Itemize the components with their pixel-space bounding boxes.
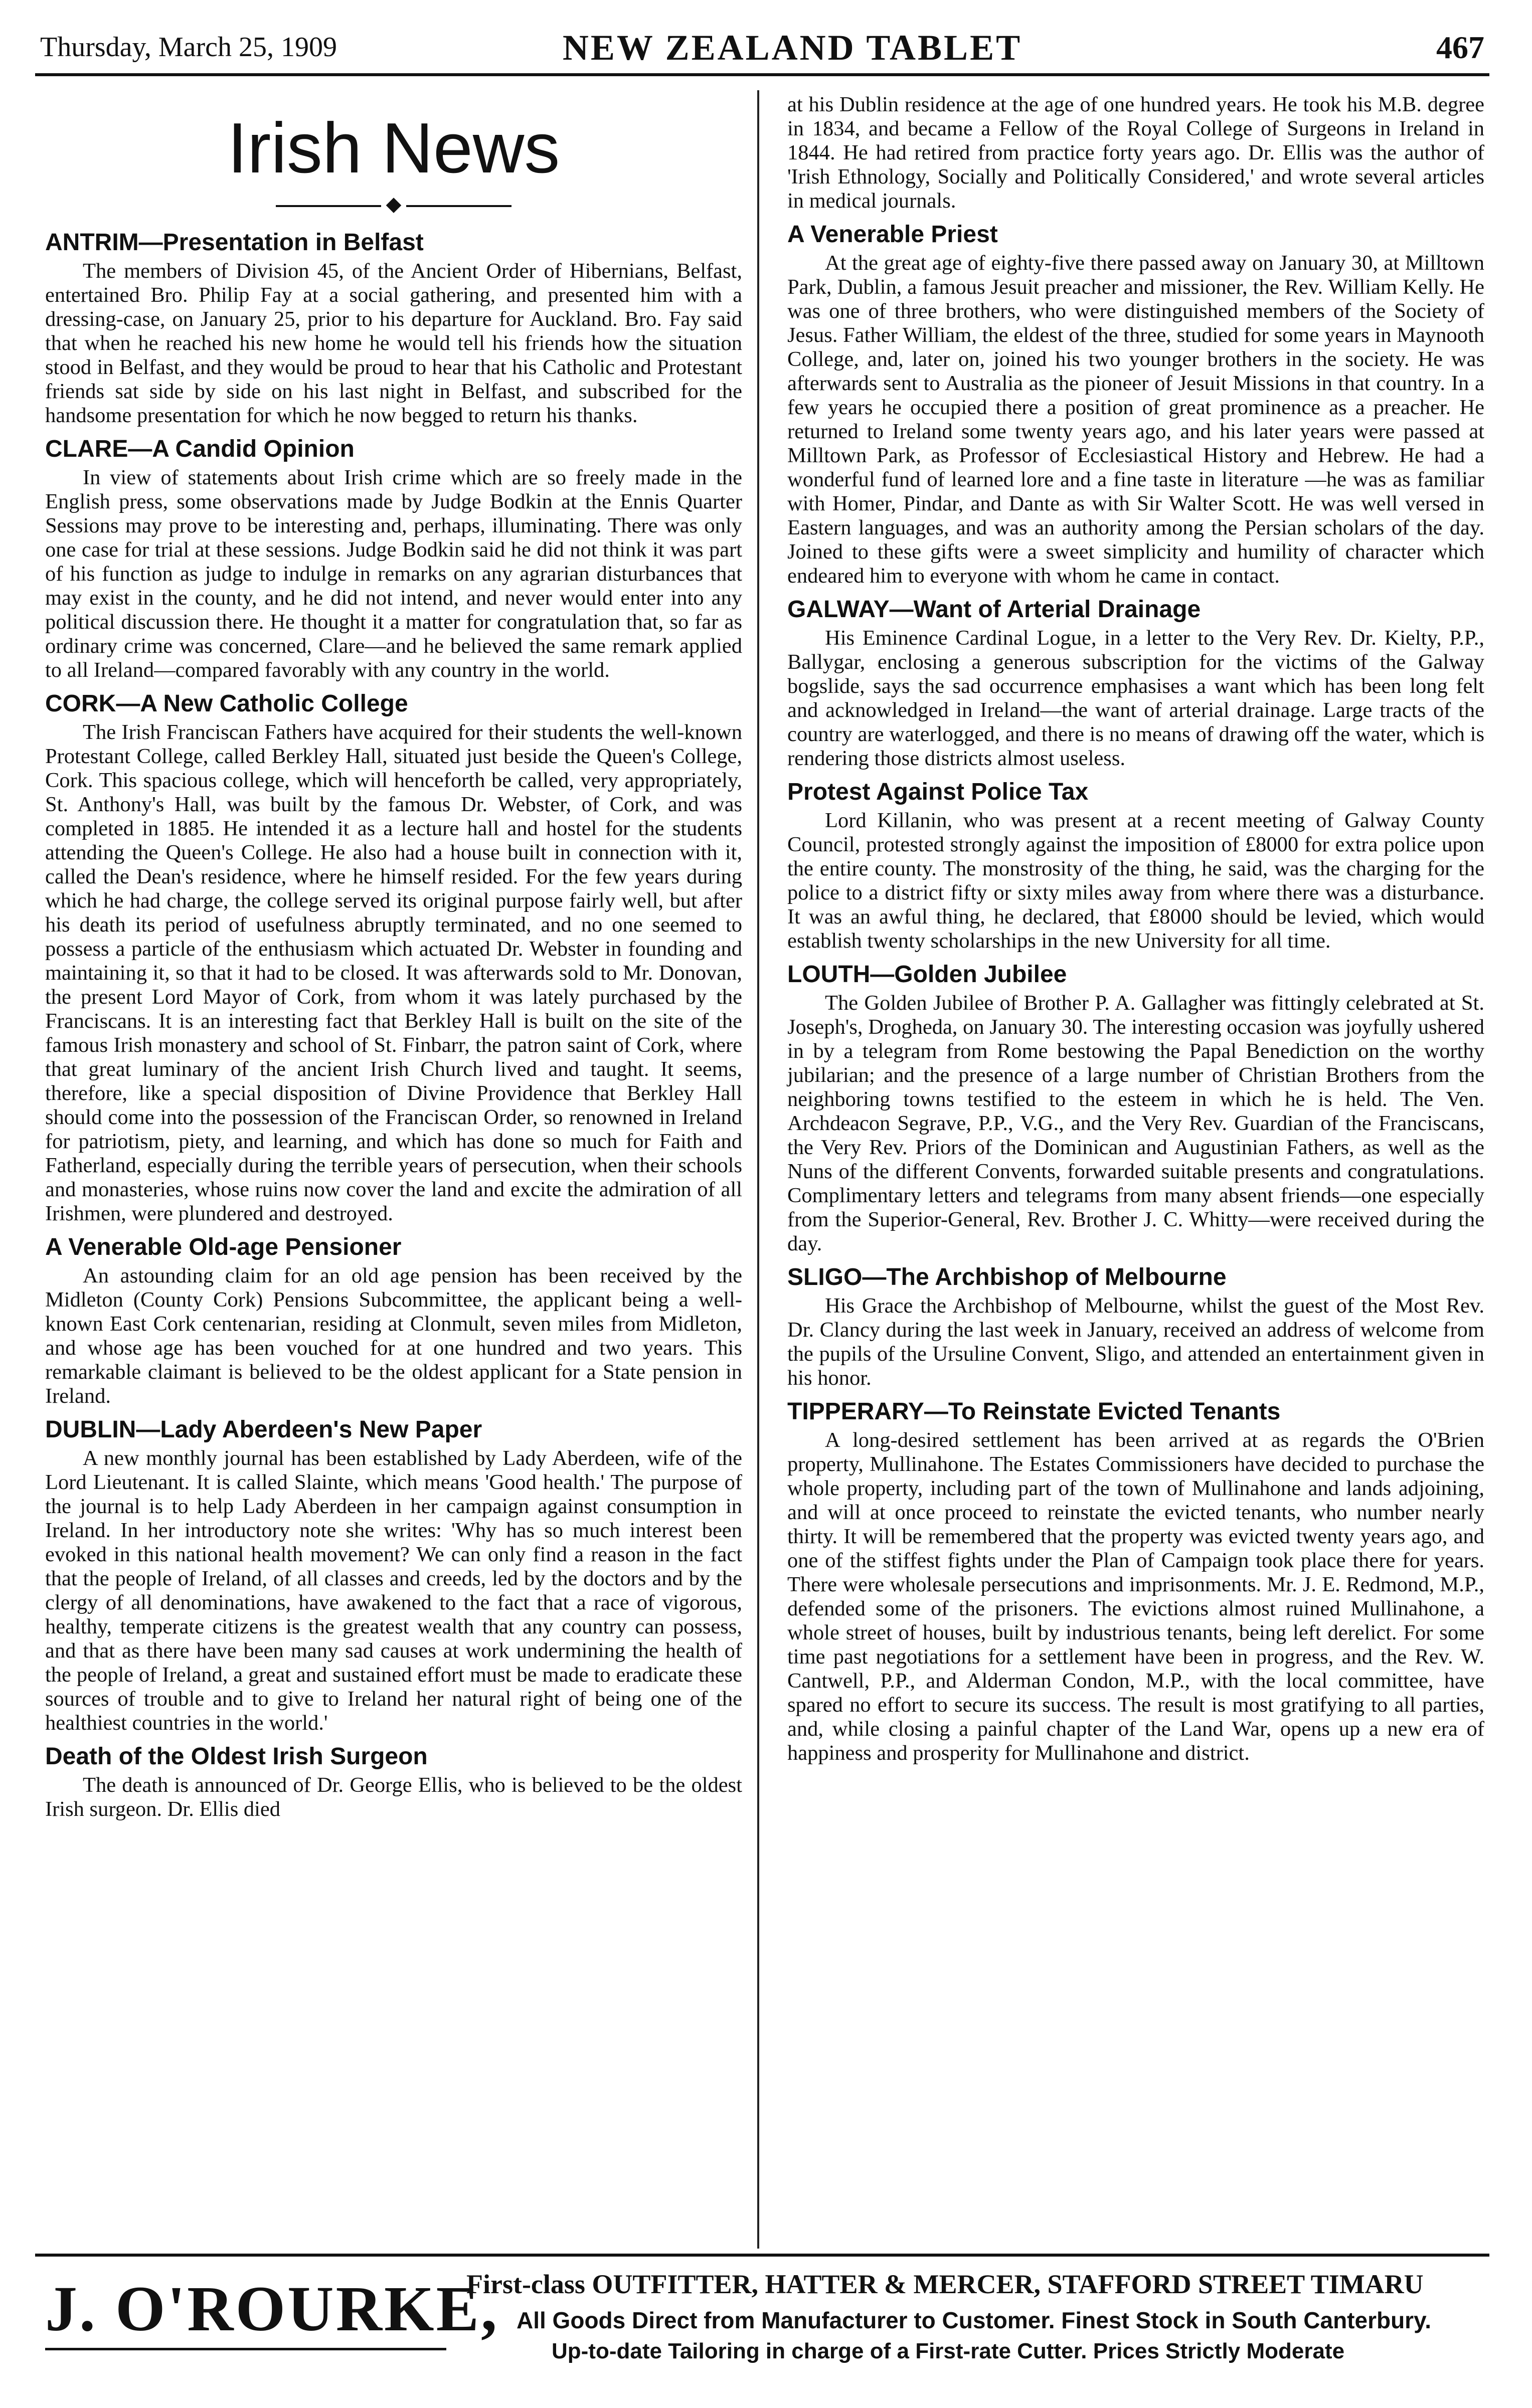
article-paragraph: The Golden Jubilee of Brother P. A. Gallagher was fittingly celebrated at St. Joseph's, Drogheda, on January 30. The interesting occasion was joyfully ushered in by a telegram from Rome bestowing the Papal Benediction on the worthy jubilarian; and the presence of a large number of Christian Brothers from the neighboring towns testified to the esteem in which he is held. The Ven. Archdeacon Segrave, P.P., V.G., and the Very Rev. Guardian of the Franciscans, the Very Rev. Priors of the Dominican and Augustinian Fathers, as well as the Nuns of the different Convents, forwarded suitable presents and congratulations. Complimentary letters and telegrams from many absent friends—one especially from the Superior-General, Rev. Brother J. C. Whitty—were received during the day. — [787, 991, 1484, 1255]
section-heading: ANTRIM—Presentation in Belfast — [45, 229, 424, 256]
article-paragraph: A new monthly journal has been established by Lady Aberdeen, wife of the Lord Lieutenant. It is called Slainte, which means 'Good health.' The purpose of the journal is to help Lady Aberdeen in her campaign against consumption in Ireland. In her introductory note she writes: 'Why has so much interest been evoked in this national health movement? We can only find a reason in the fact that the people of Ireland, of all classes and creeds, led by the doctors and by the clergy of all denominations, have awakened to the fact that a race of vigorous, healthy, temperate citizens is the greatest wealth that any country can possess, and that as there have been many sad causes at work undermining the health of the people of Ireland, a great and sustained effort must be made to eradicate these sources of trouble and to give to Ireland her natural right of being one of the healthiest countries in the world.' — [45, 1446, 742, 1735]
section-heading: DUBLIN—Lady Aberdeen's New Paper — [45, 1416, 482, 1443]
section-heading: A Venerable Old-age Pensioner — [45, 1234, 402, 1260]
ornament-rule-left — [276, 205, 381, 207]
section-heading: LOUTH—Golden Jubilee — [787, 961, 1067, 988]
diamond-icon: ◆ — [386, 193, 402, 215]
column-divider — [757, 90, 759, 2249]
left-column — [45, 93, 742, 1821]
ad-line-1: First-class OUTFITTER, HATTER & MERCER, STAFFORD STREET TIMARU — [466, 2269, 1424, 2299]
article-paragraph: The death is announced of Dr. George Ellis, who is believed to be the oldest Irish surgeon. Dr. Ellis died — [45, 1773, 742, 1821]
ad-line-2: All Goods Direct from Manufacturer to Customer. Finest Stock in South Canterbury. — [517, 2307, 1432, 2333]
section-heading: CORK—A New Catholic College — [45, 690, 408, 717]
article-paragraph: The Irish Franciscan Fathers have acquired for their students the well-known Protestant College, called Berkley Hall, situated just beside the Queen's College, Cork. This spacious college, which will henceforth be called, very appropriately, St. Anthony's Hall, was built by the famous Dr. Webster, of Cork, and was completed in 1885. He intended it as a lecture hall and hostel for the students attending the Queen's College. He also had a house built in connection with it, called the Dean's residence, where he himself resided. For the few years during which he had charge, the college served its original purpose fairly well, but after his death its period of usefulness abruptly terminated, and no one seemed to possess a particle of the enthusiasm which actuated Dr. Webster in founding and maintaining it, so that it had to be closed. It was afterwards sold to Mr. Donovan, the present Lord Mayor of Cork, from whom it was lately purchased by the Franciscans. It is an interesting fact that Berkley Hall is built on the site of the famous Irish monastery and school of St. Finbarr, the patron saint of Cork, where that great luminary of the ancient Irish Church lived and taught. It seems, therefore, like a special disposition of Divine Providence that Berkley Hall should come into the possession of the Franciscan Order, so renowned in Ireland for patriotism, piety, and learning, and which has done so much for Faith and Fatherland, especially during the terrible years of persecution, when their schools and monasteries, whose ruins now cover the land and excite the admiration of all Irishmen, were plundered and destroyed. — [45, 720, 742, 1225]
header-rule — [35, 73, 1489, 76]
newspaper-page — [35, 20, 1489, 2386]
title-ornament — [45, 194, 742, 214]
section-heading: GALWAY—Want of Arterial Drainage — [787, 596, 1201, 623]
article-paragraph: His Grace the Archbishop of Melbourne, whilst the guest of the Most Rev. Dr. Clancy during the last week in January, received an address of welcome from the pupils of the Ursuline Convent, Sligo, and attended an entertainment given in his honor. — [787, 1294, 1484, 1390]
section-heading: Protest Against Police Tax — [787, 779, 1089, 805]
article-paragraph: An astounding claim for an old age pension has been received by the Midleton (County Cork) Pensions Subcommittee, the applicant being a well-known East Cork centenarian, residing at Clonmult, seven miles from Midleton, and whose age has been vouched for at one hundred and two years. This remarkable claimant is believed to be the oldest applicant for a State pension in Ireland. — [45, 1264, 742, 1408]
section-heading: TIPPERARY—To Reinstate Evicted Tenants — [787, 1398, 1281, 1425]
section-heading: Death of the Oldest Irish Surgeon — [45, 1743, 428, 1770]
advertiser-name: J. O'ROURKE, — [45, 2273, 499, 2344]
advertisement — [35, 2264, 1489, 2374]
masthead: NEW ZEALAND TABLET — [562, 28, 1023, 68]
page-number: 467 — [1436, 30, 1484, 65]
article-paragraph: A long-desired settlement has been arrived at as regards the O'Brien property, Mullinahone. The Estates Commissioners have decided to purchase the whole property, including part of the town of Mullinahone and lands adjoining, and will at once proceed to reinstate the evicted tenants, who number nearly thirty. It will be remembered that the property was evicted twenty years ago, and one of the stiffest fights under the Plan of Campaign took place there for years. There were wholesale persecutions and imprisonments. Mr. J. E. Redmond, M.P., defended some of the prisoners. The evictions almost ruined Mullinahone, a whole street of houses, built by industrious tenants, being left derelict. For some time past negotiations for a settlement have been in progress, and the Rev. W. Cantwell, P.P., and Alderman Condon, M.P., with the local committee, have spared no effort to secure its success. The result is most gratifying to all parties, and, while closing a painful chapter of the Land War, opens up a new era of happiness and prosperity for Mullinahone and district. — [787, 1428, 1484, 1765]
section-heading: A Venerable Priest — [787, 221, 998, 248]
footer-rule — [35, 2254, 1489, 2257]
ad-line-3: Up-to-date Tailoring in charge of a First-rate Cutter. Prices Strictly Moderate — [552, 2339, 1345, 2363]
page-header — [35, 20, 1489, 70]
article-paragraph: In view of statements about Irish crime which are so freely made in the English press, some observations made by Judge Bodkin at the Ennis Quarter Sessions may prove to be interesting and, perhaps, illuminating. There was only one case for trial at these sessions. Judge Bodkin said he did not think it was part of his function as judge to indulge in remarks on any agrarian disturbances that may exist in the county, and he did not intend, and never would enter into any political discussion there. He thought it a matter for congratulation that, so far as ordinary crime was concerned, Clare—and he believed the same remark applied to all Ireland—compared favorably with any country in the world. — [45, 466, 742, 682]
right-column — [787, 93, 1484, 1765]
issue-date: Thursday, March 25, 1909 — [40, 32, 337, 63]
article-paragraph: at his Dublin residence at the age of one hundred years. He took his M.B. degree in 1834, and became a Fellow of the Royal College of Surgeons in Ireland in 1844. He had retired from practice forty years ago. Dr. Ellis was the author of 'Irish Ethnology, Socially and Politically Considered,' and wrote several articles in medical journals. — [787, 93, 1484, 213]
right-articles — [787, 93, 1484, 1765]
article-paragraph: His Eminence Cardinal Logue, in a letter to the Very Rev. Dr. Kielty, P.P., Ballygar, enclosing a generous subscription for the victims of the Galway bogslide, says the sad occurrence emphasises a want which has been long felt and acknowledged in Ireland—the want of arterial drainage. Large tracts of the country are waterlogged, and there is no means of drawing off the water, which is rendering those districts almost useless. — [787, 626, 1484, 770]
left-articles — [45, 228, 742, 1821]
ornament-rule-right — [406, 205, 512, 207]
page-title: Irish News — [227, 108, 560, 188]
section-heading: SLIGO—The Archbishop of Melbourne — [787, 1264, 1227, 1290]
advertiser-underline — [45, 2348, 446, 2350]
article-paragraph: Lord Killanin, who was present at a recent meeting of Galway County Council, protested strongly against the imposition of £8000 for extra police upon the entire county. The monstrosity of the thing, he said, was the charging for the police to a district fifty or sixty miles away from where there was a disturbance. It was an awful thing, he declared, that £8000 should be levied, which would establish twenty scholarships in the new University for all time. — [787, 809, 1484, 953]
section-heading: CLARE—A Candid Opinion — [45, 436, 355, 462]
article-paragraph: At the great age of eighty-five there passed away on January 30, at Milltown Park, Dublin, a famous Jesuit preacher and missioner, the Rev. William Kelly. He was one of three brothers, who were distinguished members of the Society of Jesus. Father William, the eldest of the three, studied for some years in Maynooth College, and, later on, joined his two younger brothers in the society. He was afterwards sent to Australia as the pioneer of Jesuit Missions in that country. In a few years he occupied there a position of great prominence as a preacher. He returned to Ireland some twenty years ago, and his later years were passed at Milltown Park, as Professor of Ecclesiastical History and Hebrew. He had a wonderful fund of learned lore and a fine taste in literature —he was as familiar with Homer, Pindar, and Dante as with Sir Walter Scott. He was well versed in Eastern languages, and was an authority among the Persian scholars of the day. Joined to these gifts were a sweet simplicity and humility of character which endeared him to everyone with whom he came in contact. — [787, 251, 1484, 588]
article-paragraph: The members of Division 45, of the Ancient Order of Hibernians, Belfast, entertained Bro. Philip Fay at a social gathering, and presented him with a dressing-case, on January 25, prior to his departure for Auckland. Bro. Fay said that when he reached his new home he would tell his friends how the situation stood in Belfast, and they would be proud to hear that his Catholic and Protestant friends sat side by side on his last night in Belfast, and subscribed for the handsome presentation for which he now begged to return his thanks. — [45, 259, 742, 427]
